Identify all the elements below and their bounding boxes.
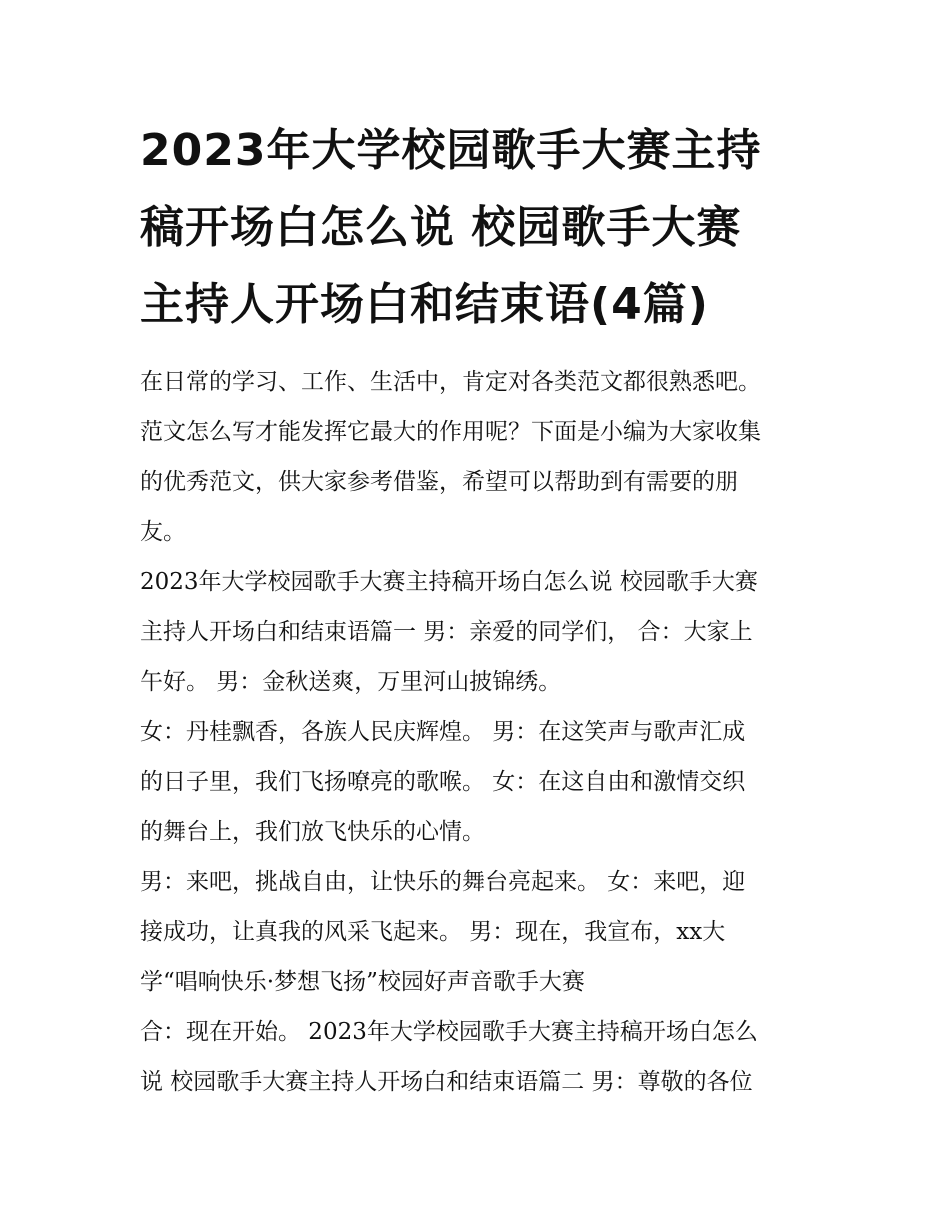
text-line: 主持人开场白和结束语篇一 男：亲爱的同学们， 合：大家上 [140,619,753,645]
text-line: 学“唱响快乐·梦想飞扬”校园好声音歌手大赛 [140,969,585,995]
body-paragraph [140,557,820,707]
title-line: 2023年大学校园歌手大赛主持 [140,125,762,176]
text-line: 说 校园歌手大赛主持人开场白和结束语篇二 男：尊敬的各位 [140,1069,753,1095]
text-line: 2023年大学校园歌手大赛主持稿开场白怎么说 校园歌手大赛 [140,569,758,595]
intro-paragraph [140,357,820,557]
title-line: 主持人开场白和结束语(4篇) [140,279,709,330]
text-line: 女：丹桂飘香，各族人民庆辉煌。 男：在这笑声与歌声汇成 [140,719,746,745]
body-paragraph [140,857,820,1007]
title-line: 稿开场白怎么说 校园歌手大赛 [140,202,742,253]
text-line: 的舞台上，我们放飞快乐的心情。 [140,819,485,845]
text-line: 接成功，让真我的风采飞起来。 男：现在，我宣布，xx大 [140,919,726,945]
text-line: 午好。 男：金秋送爽，万里河山披锦绣。 [140,669,562,695]
text-line: 友。 [140,519,186,545]
text-line: 范文怎么写才能发挥它最大的作用呢？下面是小编为大家收集 [140,419,761,445]
text-line: 的日子里，我们飞扬嘹亮的歌喉。 女：在这自由和激情交织 [140,769,746,795]
text-line: 在日常的学习、工作、生活中，肯定对各类范文都很熟悉吧。 [140,369,761,395]
body-paragraph [140,707,820,857]
text-line: 合：现在开始。 2023年大学校园歌手大赛主持稿开场白怎么 [140,1019,758,1045]
text-line: 的优秀范文，供大家参考借鉴，希望可以帮助到有需要的朋 [140,469,738,495]
body-paragraph [140,1007,820,1107]
text-line: 男：来吧，挑战自由，让快乐的舞台亮起来。 女：来吧，迎 [140,869,746,895]
document-title [140,112,820,343]
